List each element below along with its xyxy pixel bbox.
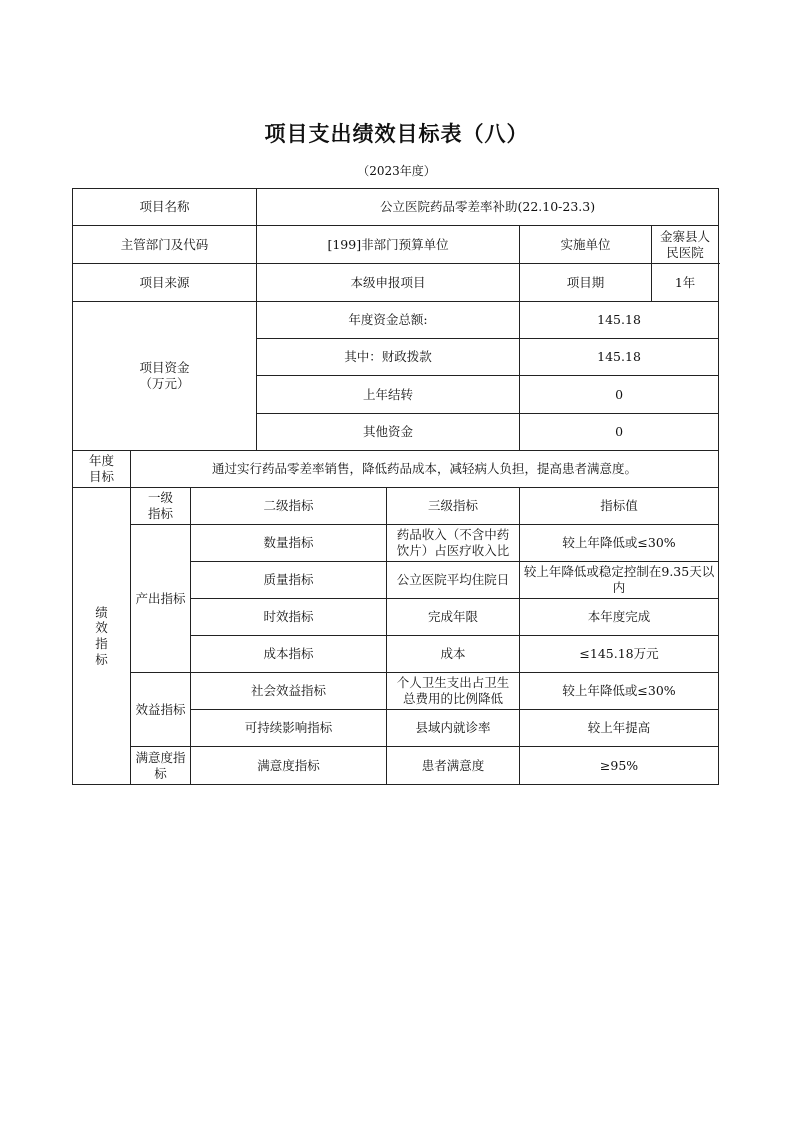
annual-goal-row	[73, 451, 719, 488]
table-row	[73, 525, 719, 562]
level3-header: 三级指标	[387, 488, 520, 525]
department-value: [199]非部门预算单位	[257, 226, 520, 264]
level3-cell: 公立医院平均住院日	[387, 562, 520, 599]
annual-goal-label	[73, 451, 131, 488]
funds-total-label: 年度资金总额:	[257, 302, 520, 339]
project-funds-label-line1: 项目资金	[139, 360, 190, 376]
department-row	[73, 226, 719, 264]
level2-cell: 满意度指标	[191, 747, 387, 785]
output-indicator-label: 产出指标	[131, 525, 191, 673]
level1-header-line2: 指标	[147, 506, 173, 521]
level2-header: 二级指标	[191, 488, 387, 525]
project-period-value: 1年	[652, 264, 719, 302]
level2-cell: 质量指标	[191, 562, 387, 599]
funds-total-value: 145.18	[520, 302, 719, 339]
funds-carryover-value: 0	[520, 376, 719, 414]
project-funds-label	[73, 302, 257, 451]
indicator-side-char: 指	[95, 636, 108, 651]
indicator-value-cell: 较上年降低或≤30%	[520, 525, 719, 562]
project-name-label: 项目名称	[73, 189, 257, 226]
indicator-value-cell: 较上年降低或≤30%	[520, 673, 719, 710]
project-period-label: 项目期	[520, 264, 652, 302]
level3-line1: 个人卫生支出占卫生	[396, 675, 510, 691]
annual-goal-label-line2: 目标	[88, 469, 114, 484]
implementing-unit-value: 金寨县人民医院	[652, 226, 719, 264]
satisfaction-label-line2: 标	[154, 765, 167, 781]
annual-goal-label-line1: 年度	[88, 453, 114, 469]
level2-cell: 成本指标	[191, 636, 387, 673]
level3-line1: 药品收入（不含中药	[396, 527, 510, 543]
funds-other-value: 0	[520, 414, 719, 451]
indicator-value-cell: ≤145.18万元	[520, 636, 719, 673]
level2-cell: 时效指标	[191, 599, 387, 636]
fiscal-year: （2023年度）	[357, 164, 436, 178]
performance-target-table	[72, 188, 719, 785]
indicator-value-cell: 较上年提高	[520, 710, 719, 747]
level2-cell: 社会效益指标	[191, 673, 387, 710]
table-row	[73, 747, 719, 785]
level3-cell: 患者满意度	[387, 747, 520, 785]
project-funds-label-line2: （万元）	[139, 376, 190, 391]
page-title: 项目支出绩效目标表（八）	[264, 122, 529, 146]
project-source-value: 本级申报项目	[257, 264, 520, 302]
satisfaction-label-line1: 满意度指	[135, 749, 186, 765]
project-name-value: 公立医院药品零差率补助(22.10-23.3)	[257, 189, 719, 226]
level3-cell	[387, 525, 520, 562]
indicator-value-cell: 较上年降低或稳定控制在9.35天以内	[520, 562, 719, 599]
satisfaction-indicator-label	[131, 747, 191, 785]
indicator-value-cell: 本年度完成	[520, 599, 719, 636]
level2-cell: 数量指标	[191, 525, 387, 562]
funds-fiscal-label: 其中：财政拨款	[257, 339, 520, 376]
indicator-value-header: 指标值	[520, 488, 719, 525]
level1-header	[131, 488, 191, 525]
level3-cell: 县域内就诊率	[387, 710, 520, 747]
table-row	[73, 673, 719, 710]
level3-line2: 饮片）占医疗收入比	[396, 543, 510, 558]
indicator-side-char: 效	[95, 620, 108, 636]
indicator-value-cell: ≥95%	[520, 747, 719, 785]
level3-cell: 完成年限	[387, 599, 520, 636]
benefit-indicator-label: 效益指标	[131, 673, 191, 747]
funds-fiscal-value: 145.18	[520, 339, 719, 376]
level2-cell: 可持续影响指标	[191, 710, 387, 747]
project-source-row	[73, 264, 719, 302]
level1-header-line1: 一级	[147, 490, 173, 506]
level3-cell: 成本	[387, 636, 520, 673]
funds-total-row	[73, 302, 719, 339]
indicator-side-char: 标	[95, 651, 108, 667]
funds-carryover-label: 上年结转	[257, 376, 520, 414]
indicator-side-char: 绩	[95, 604, 108, 620]
indicator-header-row	[73, 488, 719, 525]
level3-cell	[387, 673, 520, 710]
performance-indicator-label	[73, 488, 131, 785]
project-name-row	[73, 189, 719, 226]
implementing-unit-label: 实施单位	[520, 226, 652, 264]
annual-goal-text: 通过实行药品零差率销售，降低药品成本，减轻病人负担，提高患者满意度。	[131, 451, 719, 488]
department-label: 主管部门及代码	[73, 226, 257, 264]
project-source-label: 项目来源	[73, 264, 257, 302]
funds-other-label: 其他资金	[257, 414, 520, 451]
level3-line2: 总费用的比例降低	[403, 691, 504, 706]
